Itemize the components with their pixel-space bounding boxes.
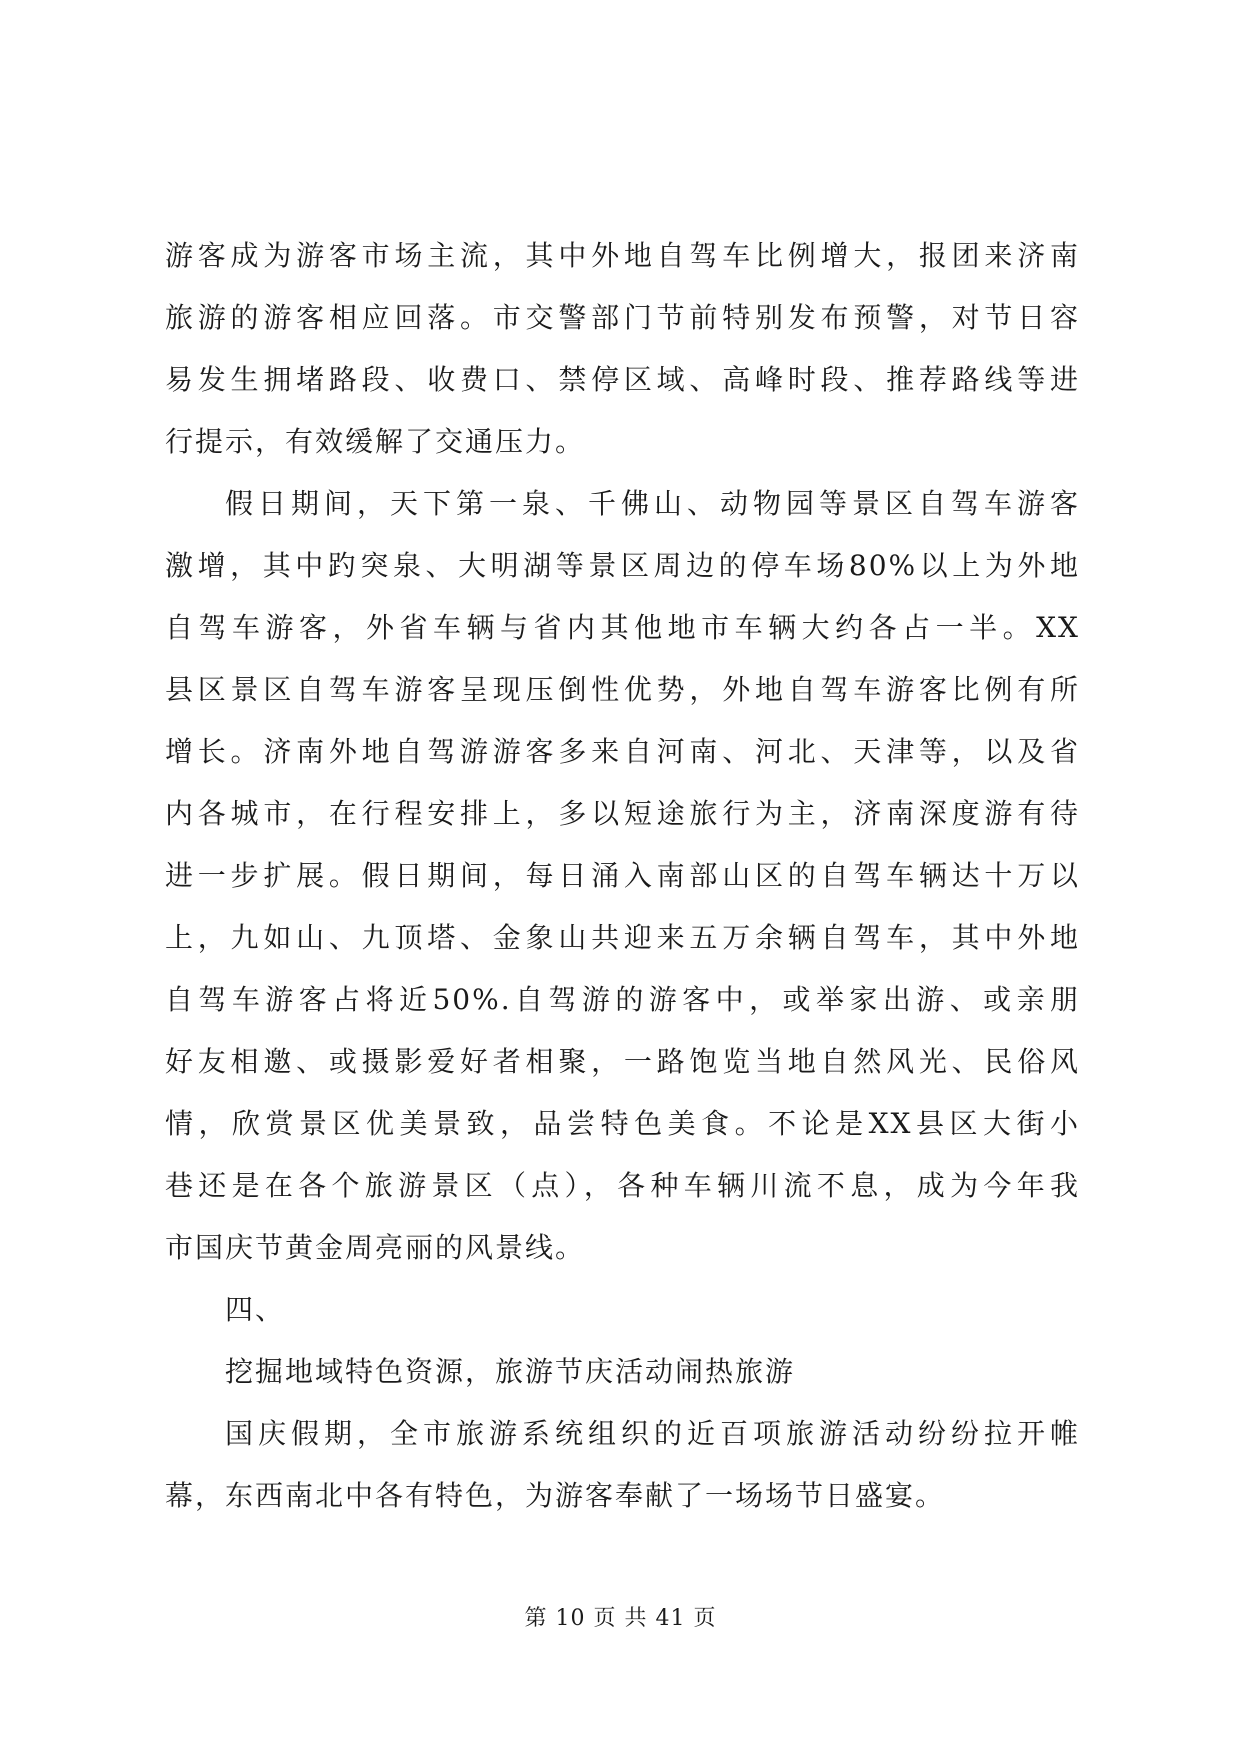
document-body (165, 225, 1080, 1527)
body-text-line: 易发生拥堵路段、收费口、禁停区域、高峰时段、推荐路线等进 (165, 363, 1080, 396)
section-heading: 挖掘地域特色资源，旅游节庆活动闹热旅游 (225, 1355, 796, 1388)
body-text-line: 国庆假期，全市旅游系统组织的近百项旅游活动纷纷拉开帷 (225, 1417, 1080, 1450)
body-text-line: 旅游的游客相应回落。市交警部门节前特别发布预警，对节日容 (165, 301, 1080, 334)
body-text-line: 内各城市，在行程安排上，多以短途旅行为主，济南深度游有待 (165, 797, 1080, 830)
body-text-line: 假日期间，天下第一泉、千佛山、动物园等景区自驾车游客 (225, 487, 1080, 520)
body-text-line: 县区景区自驾车游客呈现压倒性优势，外地自驾车游客比例有所 (165, 673, 1080, 706)
body-text-line: 激增，其中趵突泉、大明湖等景区周边的停车场80%以上为外地 (165, 549, 1080, 582)
body-text-line: 进一步扩展。假日期间，每日涌入南部山区的自驾车辆达十万以 (165, 859, 1080, 892)
body-text-line: 情，欣赏景区优美景致，品尝特色美食。不论是XX县区大街小 (165, 1107, 1080, 1140)
body-text-line: 自驾车游客，外省车辆与省内其他地市车辆大约各占一半。XX (165, 611, 1080, 644)
body-text-line: 游客成为游客市场主流，其中外地自驾车比例增大，报团来济南 (165, 239, 1080, 272)
body-text-line: 幕，东西南北中各有特色，为游客奉献了一场场节日盛宴。 (165, 1479, 946, 1512)
section-number: 四、 (225, 1293, 286, 1326)
body-text-line: 好友相邀、或摄影爱好者相聚，一路饱览当地自然风光、民俗风 (165, 1045, 1080, 1078)
body-text-line: 自驾车游客占将近50%.自驾游的游客中，或举家出游、或亲朋 (165, 983, 1080, 1016)
body-text-line: 上，九如山、九顶塔、金象山共迎来五万余辆自驾车，其中外地 (165, 921, 1080, 954)
body-text-line: 市国庆节黄金周亮丽的风景线。 (165, 1231, 586, 1264)
page-number-footer: 第 10 页 共 41 页 (524, 1606, 717, 1631)
body-text-line: 行提示，有效缓解了交通压力。 (165, 425, 586, 458)
body-text-line: 增长。济南外地自驾游游客多来自河南、河北、天津等，以及省 (165, 735, 1080, 768)
body-text-line: 巷还是在各个旅游景区（点），各种车辆川流不息，成为今年我 (165, 1169, 1080, 1202)
